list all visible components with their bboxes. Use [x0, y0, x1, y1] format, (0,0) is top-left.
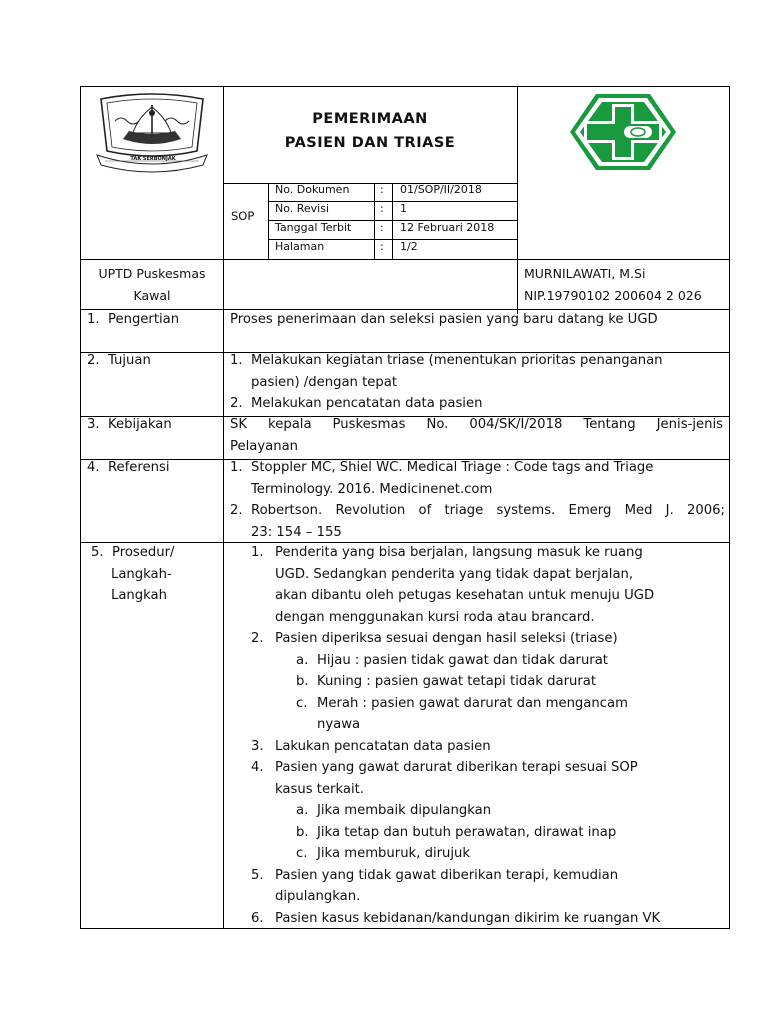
sub-step-item [251, 671, 726, 693]
step-text: Pasien kasus kebidanan/kandungan dikirim ke ruangan VK [275, 910, 661, 926]
meta-value: 01/SOP/II/2018 [400, 183, 482, 196]
sub-step-line: Merah : pasien gawat darurat dan mengancam [317, 695, 628, 711]
kebijakan-line-1: SK kepala Puskesmas No. 004/SK/I/2018 Tentang Jenis-jenis [230, 417, 723, 432]
step-number: 1. [251, 545, 264, 560]
grid-line [517, 87, 518, 314]
meta-label: No. Revisi [275, 202, 330, 215]
signer-name: MURNILAWATI, M.Si [524, 266, 646, 281]
section-label-pengertian [87, 309, 179, 331]
step-line: Pasien yang tidak gawat diberikan terapi, kemudian [275, 867, 619, 883]
title-line-1: PEMERIMAAN [312, 111, 428, 127]
item-number: 1. [230, 353, 243, 368]
step-text [275, 757, 638, 800]
list-item [230, 457, 725, 479]
signer-block [524, 263, 729, 306]
kebijakan-line-2: Pelayanan [230, 438, 299, 454]
meta-value: 1 [400, 202, 407, 215]
prosedur-label-line-3: Langkah [111, 588, 168, 603]
meta-separator: : [380, 240, 384, 253]
section-label: Prosedur/ [111, 545, 175, 560]
step-number: 4. [251, 760, 264, 775]
meta-value: 12 Februari 2018 [400, 221, 495, 234]
section-number: 1. [87, 312, 100, 327]
section-label-referensi [87, 457, 170, 479]
section-label: Kebijakan [107, 417, 172, 432]
institution-line-2: Kawal [133, 287, 171, 303]
item-text: Melakukan kegiatan triase (menentukan prioritas penanganan [251, 353, 663, 368]
sub-step-line: nyawa [317, 717, 361, 732]
section-label-kebijakan [87, 414, 172, 436]
sub-step-number: b. [296, 674, 309, 689]
step-text [275, 542, 654, 628]
sub-step-number: b. [296, 824, 309, 840]
step-line: UGD. Sedangkan penderita yang tidak dapat berjalan, [275, 566, 634, 582]
sub-step-number: a. [296, 652, 309, 668]
step-number: 5. [251, 867, 264, 883]
section-number: 3. [87, 417, 100, 432]
section-number: 5. [91, 545, 104, 560]
meta-label: No. Dokumen [275, 183, 350, 196]
step-number: 2. [251, 631, 264, 646]
sub-step-item [251, 800, 726, 822]
meta-value: 1/2 [400, 240, 418, 253]
list-item-continuation: Terminology. 2016. Medicinenet.com [251, 481, 493, 497]
item-text: Robertson. Revolution of triage systems. Emerg Med J. 2006; [251, 503, 725, 518]
item-text: Melakukan pencatatan data pasien [251, 396, 483, 411]
sop-document [80, 86, 730, 929]
section-label: Referensi [107, 460, 170, 475]
step-text [275, 865, 618, 908]
institution-line-1: UPTD Puskesmas [98, 266, 206, 281]
sub-step-text: Hijau : pasien tidak gawat dan tidak darurat [317, 652, 608, 668]
sub-step-number: c. [296, 695, 308, 711]
sop-label: SOP [231, 209, 255, 223]
step-number: 3. [251, 738, 264, 754]
regency-logo [93, 91, 211, 177]
step-item [251, 908, 726, 930]
item-number: 2. [230, 503, 243, 518]
meta-label: Tanggal Terbit [275, 221, 352, 234]
section-label-tujuan [87, 350, 151, 372]
step-text: Lakukan pencatatan data pasien [275, 738, 491, 754]
sub-step-text: Kuning : pasien gawat tetapi tidak darurat [317, 674, 597, 689]
step-item [251, 865, 726, 908]
grid-line [392, 183, 393, 259]
step-line: akan dibantu oleh petugas kesehatan untuk menuju UGD [275, 588, 655, 603]
step-item [251, 542, 726, 628]
sub-step-number: a. [296, 803, 309, 818]
institution-name [81, 263, 223, 306]
meta-separator: : [380, 221, 384, 234]
puskesmas-logo [568, 92, 678, 172]
grid-line [268, 183, 269, 259]
step-item [251, 736, 726, 758]
item-number: 1. [230, 460, 243, 475]
sub-step-item [251, 650, 726, 672]
step-line: dipulangkan. [275, 889, 361, 904]
sub-step-item [251, 843, 726, 865]
list-item [230, 500, 725, 522]
sop-meta-table [268, 183, 517, 259]
section-label-prosedur [91, 542, 174, 607]
step-line: dengan menggunakan kursi roda atau brancard. [275, 609, 595, 625]
logo-motto: TAK SERBONJAK [130, 156, 176, 162]
prosedur-steps [251, 542, 726, 929]
grid-line [223, 87, 224, 929]
pengertian-text: Proses penerimaan dan seleksi pasien yang baru datang ke UGD [230, 312, 658, 327]
sub-step-number: c. [296, 846, 308, 861]
meta-separator: : [380, 202, 384, 215]
list-item-continuation: pasien) /dengan tepat [251, 374, 397, 390]
signer-nip: NIP.19790102 200604 2 026 [524, 287, 702, 303]
step-line: Pasien yang gawat darurat diberikan terapi sesuai SOP [275, 760, 638, 775]
list-item-continuation: 23: 154 – 155 [251, 524, 342, 540]
title-line-2: PASIEN DAN TRIASE [284, 135, 456, 151]
section-label: Pengertian [107, 312, 180, 327]
sub-step-text: Jika tetap dan butuh perawatan, dirawat inap [317, 824, 617, 840]
item-text: Stoppler MC, Shiel WC. Medical Triage : Code tags and Triage [251, 460, 654, 475]
grid-line [81, 259, 729, 260]
sub-step-item [251, 822, 726, 844]
section-number: 4. [87, 460, 100, 475]
prosedur-label-line-2: Langkah- [111, 566, 172, 582]
prosedur-label-line-1 [91, 542, 174, 564]
meta-separator: : [380, 183, 384, 196]
meta-label: Halaman [275, 240, 325, 253]
sub-step-text: Jika membaik dipulangkan [317, 803, 492, 818]
step-text: Pasien diperiksa sesuai dengan hasil seleksi (triase) [275, 631, 618, 646]
list-item [230, 393, 725, 415]
sub-step-text [317, 693, 628, 736]
step-item [251, 628, 726, 650]
section-number: 2. [87, 353, 100, 368]
kebijakan-text [230, 414, 723, 457]
step-line: Penderita yang bisa berjalan, langsung masuk ke ruang [275, 545, 643, 560]
list-item [230, 350, 725, 372]
step-item [251, 757, 726, 800]
sub-step-text: Jika memburuk, dirujuk [317, 846, 471, 861]
sub-step-item [251, 693, 726, 736]
step-number: 6. [251, 910, 264, 926]
section-label: Tujuan [107, 353, 151, 368]
grid-line [374, 183, 375, 259]
document-title [223, 107, 517, 155]
referensi-list [230, 457, 725, 543]
tujuan-list [230, 350, 725, 415]
item-number: 2. [230, 396, 243, 411]
step-line: kasus terkait. [275, 781, 364, 797]
